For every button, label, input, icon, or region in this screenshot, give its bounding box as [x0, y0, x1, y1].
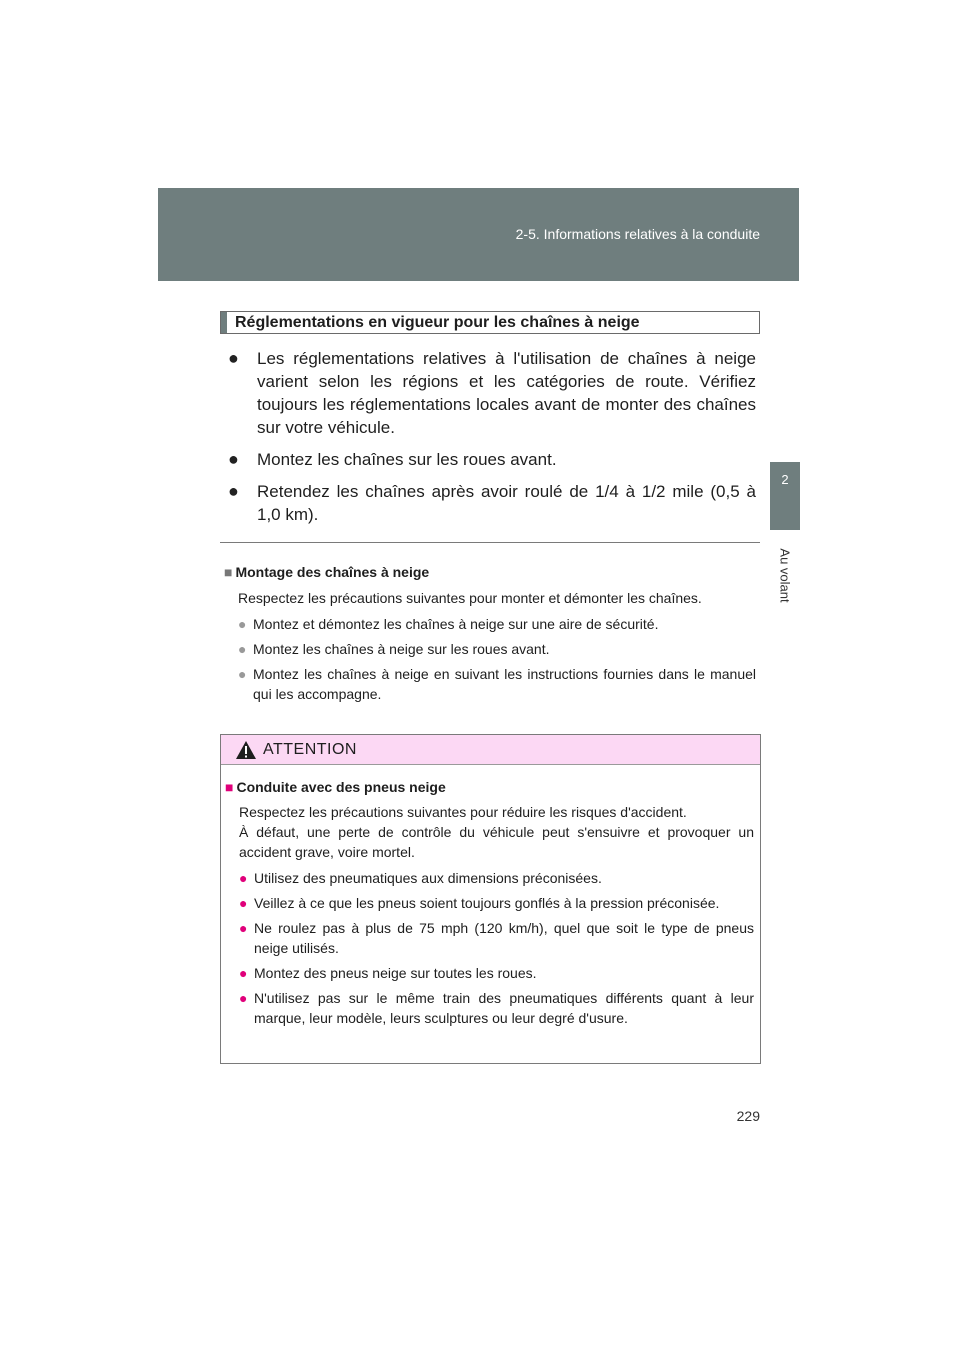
bullet-icon: ●	[239, 870, 248, 886]
square-bullet-icon: ■	[225, 779, 234, 795]
bullet-icon: ●	[239, 920, 248, 936]
page-number: 229	[736, 1108, 760, 1124]
list-item	[239, 868, 754, 888]
list-item	[239, 988, 754, 1028]
warning-title	[225, 777, 754, 797]
list-item	[228, 480, 756, 526]
bullet-icon: ●	[239, 965, 248, 981]
bullet-text: Montez et démontez les chaînes à neige sur une aire de sécurité.	[253, 616, 659, 632]
bullet-text: Ne roulez pas à plus de 75 mph (120 km/h), quel que soit le type de pneus neige utilisés.	[254, 920, 754, 956]
list-item	[238, 614, 756, 634]
bullet-icon: ●	[228, 481, 239, 501]
note-title-text: Montage des chaînes à neige	[235, 564, 430, 580]
warning-box	[220, 734, 761, 1064]
warning-title-text: Conduite avec des pneus neige	[236, 779, 446, 795]
bullet-icon: ●	[228, 348, 239, 368]
list-item	[228, 448, 756, 471]
note-bullet-list	[238, 614, 756, 704]
warning-triangle-icon	[235, 740, 257, 760]
list-item	[228, 347, 756, 439]
bullet-text: Montez les chaînes sur les roues avant.	[257, 450, 557, 469]
bullet-text: Retendez les chaînes après avoir roulé de 1/4 à 1/2 mile (0,5 à 1,0 km).	[257, 482, 756, 524]
list-item	[238, 639, 756, 659]
note-title	[224, 562, 756, 582]
note-text: Respectez les précautions suivantes pour monter et démonter les chaînes.	[238, 590, 702, 606]
bullet-text: Montez les chaînes à neige en suivant les instructions fournies dans le manuel qui les accompagne.	[253, 666, 756, 702]
header-band	[158, 188, 799, 281]
warning-body	[221, 765, 760, 1028]
bullet-text: Les réglementations relatives à l'utilisation de chaînes à neige varient selon les régions et les catégories de route. Vérifiez toujours les réglementations locales avant de monter des chaînes sur votre véhicule.	[257, 349, 756, 437]
warning-text-1: Respectez les précautions suivantes pour réduire les risques d'accident.	[239, 804, 687, 820]
list-item	[239, 963, 754, 983]
bullet-icon: ●	[238, 616, 247, 632]
section-breadcrumb: 2-5. Informations relatives à la conduite	[515, 226, 760, 242]
warning-heading: ATTENTION	[263, 740, 357, 758]
bullet-icon: ●	[238, 666, 247, 682]
square-bullet-icon: ■	[224, 564, 233, 580]
bullet-icon: ●	[238, 641, 247, 657]
section-heading	[220, 311, 760, 334]
bullet-text: Veillez à ce que les pneus soient toujours gonflés à la pression préconisée.	[254, 895, 720, 911]
warning-header	[221, 735, 760, 765]
chapter-number: 2	[781, 472, 789, 487]
chapter-label	[760, 540, 810, 610]
list-item	[239, 918, 754, 958]
list-item	[238, 664, 756, 704]
warning-text-2: À défaut, une perte de contrôle du véhicule peut s'ensuivre et provoquer un accident grave, voire mortel.	[239, 824, 754, 860]
warning-bullet-list	[239, 868, 754, 1028]
note-section	[224, 562, 756, 709]
section-title: Réglementations en vigueur pour les chaînes à neige	[235, 313, 640, 331]
chapter-label-text: Au volant	[777, 547, 793, 603]
bullet-text: N'utilisez pas sur le même train des pneumatiques différents quant à leur marque, leur modèle, leurs sculptures ou leur degré d'usure.	[254, 990, 754, 1026]
main-bullet-list	[228, 347, 756, 535]
chapter-tab	[770, 462, 800, 530]
divider	[220, 542, 760, 543]
bullet-text: Utilisez des pneumatiques aux dimensions préconisées.	[254, 870, 602, 886]
bullet-icon: ●	[228, 449, 239, 469]
list-item	[239, 893, 754, 913]
bullet-text: Montez des pneus neige sur toutes les roues.	[254, 965, 537, 981]
bullet-icon: ●	[239, 895, 248, 911]
bullet-text: Montez les chaînes à neige sur les roues avant.	[253, 641, 550, 657]
section-heading-bar	[221, 312, 227, 333]
bullet-icon: ●	[239, 990, 248, 1006]
